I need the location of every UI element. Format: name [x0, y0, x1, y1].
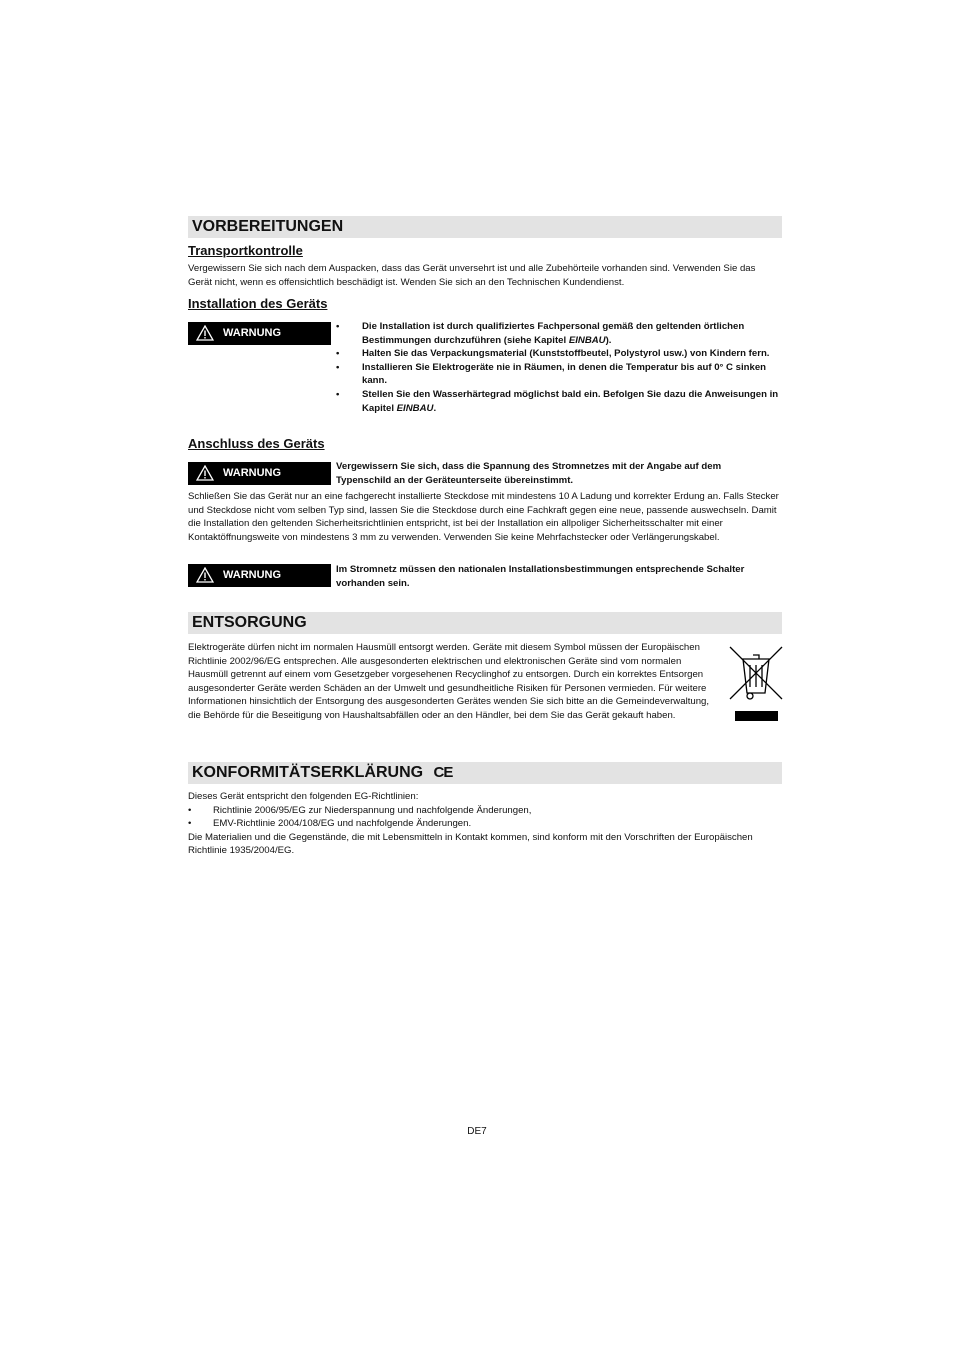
richtlinien-list: [188, 804, 782, 831]
section-heading-vorbereitungen: VORBEREITUNGEN: [188, 216, 782, 238]
entsorgung-paragraph: Elektrogeräte dürfen nicht im normalen Hausmüll entsorgt werden. Geräte mit diesem Symbol müssen der Europäischen Richtlinie 2002/96/EG entsprechen. Alle ausgesonderten elektrischen und elektronischen Geräte sind vom normalen Hausmüll getrennt auf einem vom Gesetzgeber vorgesehenen Recyclinghof zu entsorgen. Durch ein korrektes Entsorgen ausgesonderter Geräte werden Schäden an der Umwelt und gesundheitliche Risiken für Personen vermieden. Für weitere Informationen hinsichtlich der Entsorgung des ausgesonderten Gerätes wenden Sie sich bitte an die Gemeindeverwaltung, die Behörde für die Beseitigung von Haushaltsabfällen oder an den Händler, bei dem Sie das Gerät gekauft haben.: [188, 642, 710, 721]
crossed-out-wheelie-bin-icon: [728, 645, 784, 723]
section-heading-konformitaet: KONFORMITÄTSERKLÄRUNG CE: [188, 762, 782, 784]
konformitaet-intro: Dieses Gerät entspricht den folgenden EG-Richtlinien:: [188, 791, 419, 802]
list-item: • Halten Sie das Verpackungsmaterial (Kunststoffbeutel, Polystyrol usw.) von Kindern fern.: [336, 347, 782, 361]
ce-mark-icon: CE: [433, 764, 453, 781]
warning-label: WARNUNG: [223, 327, 282, 339]
warning-triangle-icon: [196, 325, 214, 341]
list-item: • Die Installation ist durch qualifiziertes Fachpersonal gemäß den geltenden örtlichen Bestimmungen durchzuführen (siehe Kapitel EINBAU).: [336, 320, 782, 347]
warning-label: WARNUNG: [223, 569, 282, 581]
subheading-installation: Installation des Geräts: [188, 296, 328, 311]
warning-text-schalter: Im Stromnetz müssen den nationalen Installationsbestimmungen entsprechende Schalter vorhanden sein.: [336, 564, 745, 589]
section-heading-entsorgung: ENTSORGUNG: [188, 612, 782, 634]
warning-triangle-icon: [196, 567, 214, 583]
list-item: • Stellen Sie den Wasserhärtegrad möglichst bald ein. Befolgen Sie dazu die Anweisungen in Kapitel EINBAU.: [336, 388, 782, 415]
warning-triangle-icon: [196, 465, 214, 481]
warning-text-voltage: Vergewissern Sie sich, dass die Spannung des Stromnetzes mit der Angabe auf dem Typenschild an der Geräteunterseite übereinstimmt.: [336, 461, 722, 486]
warning-banner-installation: [188, 322, 331, 345]
anschluss-paragraph: Schließen Sie das Gerät nur an eine fachgerecht installierte Steckdose mit mindestens 10 A Ladung und korrekter Erdung an. Falls Stecker und Steckdose nicht vom selben Typ sind, lassen Sie die Steckdose durch eine Fachkraft gegen eine neue, passende auswechseln. Damit die Installation den geltenden Sicherheitsrichtlinien entspricht, ist bei der Installation ein allpoliger Sicherheitsschalter mit einer Kontaktöffnungsweite von mindestens 3 mm zu verwenden. Verwenden Sie keine Mehrfachstecker oder Verlängerungskabel.: [188, 491, 779, 543]
list-item: • EMV-Richtlinie 2004/108/EG und nachfolgende Änderungen.: [188, 817, 782, 831]
list-item: • Richtlinie 2006/95/EG zur Niederspannung und nachfolgende Änderungen,: [188, 804, 782, 818]
installation-bullet-list: [336, 320, 782, 415]
list-item: • Installieren Sie Elektrogeräte nie in Räumen, in denen die Temperatur bis auf 0° C sinken kann.: [336, 361, 782, 388]
transport-paragraph: Vergewissern Sie sich nach dem Auspacken, dass das Gerät unversehrt ist und alle Zubehörteile vorhanden sind. Verwenden Sie das Gerät nicht, wenn es offensichtlich beschädigt ist. Wenden Sie sich an den Technischen Kundendienst.: [188, 263, 756, 288]
warning-label: WARNUNG: [223, 467, 282, 479]
subheading-anschluss: Anschluss des Geräts: [188, 436, 325, 451]
warning-banner-schalter: [188, 564, 331, 587]
konformitaet-outro: Die Materialien und die Gegenstände, die mit Lebensmitteln in Kontakt kommen, sind konform mit den Vorschriften der Europäischen Richtlinie 1935/2004/EG.: [188, 831, 753, 857]
warning-banner-anschluss: [188, 462, 331, 485]
page-number: DE7: [467, 1126, 487, 1137]
subheading-transportkontrolle: Transportkontrolle: [188, 243, 303, 258]
konformitaet-block: [188, 790, 782, 858]
